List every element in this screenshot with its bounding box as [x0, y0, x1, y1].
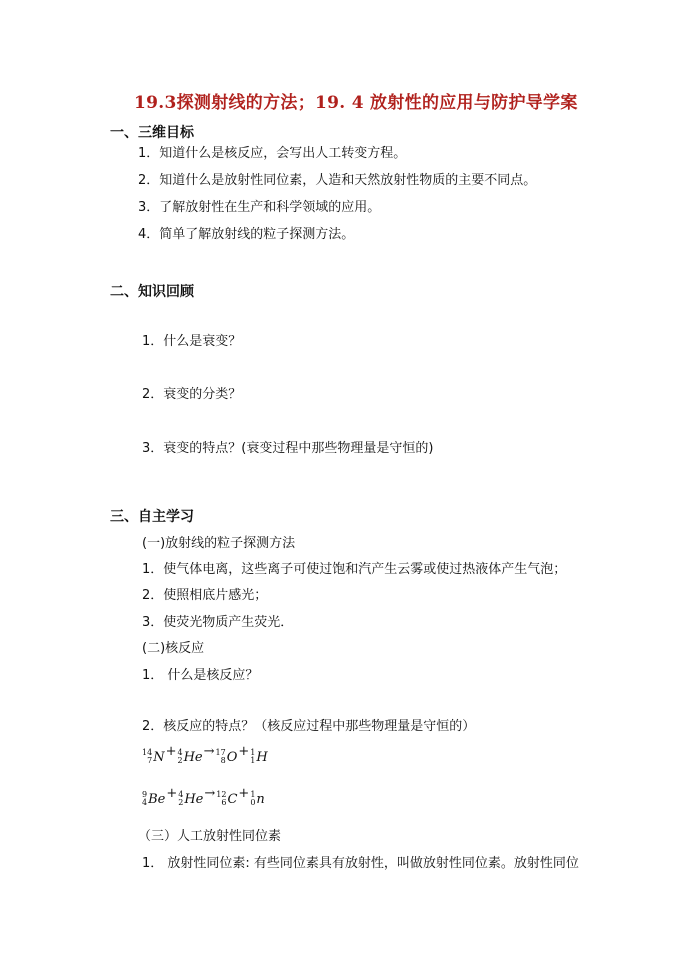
nuclide: 1 0 n [250, 790, 265, 807]
list-item: 1． 什么是核反应？ [142, 668, 259, 683]
arrow-icon: → [204, 786, 216, 801]
section-heading-goals: 一、三维目标 [110, 125, 194, 141]
subsection-heading: (一)放射线的粒子探测方法 [142, 536, 296, 551]
goal-item: 3．了解放射性在生产和科学领域的应用。 [138, 200, 381, 215]
section-heading-self-study: 三、自主学习 [110, 509, 194, 525]
nuclide: 14 7 N [142, 748, 165, 765]
nuclide: 12 6 C [216, 790, 238, 807]
goal-item: 2．知道什么是放射性同位素，人造和天然放射性物质的主要不同点。 [138, 173, 537, 188]
goal-item: 1．知道什么是核反应，会写出人工转变方程。 [138, 146, 407, 161]
nuclide: 1 1 H [250, 748, 268, 765]
nuclide: 9 4 Be [142, 790, 166, 807]
section-heading-review: 二、知识回顾 [110, 284, 194, 300]
review-question: 1．什么是衰变？ [142, 334, 242, 349]
list-item: 3．使荧光物质产生荧光． [142, 615, 294, 630]
list-item: 1． 放射性同位素: 有些同位素具有放射性，叫做放射性同位素。放射性同位 [142, 856, 579, 871]
review-question: 3．衰变的特点？(衰变过程中那些物理量是守恒的) [142, 441, 434, 456]
list-item: 2．核反应的特点？（核反应过程中那些物理量是守恒的） [142, 719, 476, 734]
nuclear-equation-1: 14 7 N + 4 2 He → 17 8 O + 1 1 H [142, 744, 268, 765]
nuclide: 4 2 He [178, 790, 204, 807]
nuclear-equation-2: 9 4 Be + 4 2 He → 12 6 C + 1 0 n [142, 786, 265, 807]
list-item: 2．使照相底片感光； [142, 588, 268, 603]
goal-item: 4．简单了解放射线的粒子探测方法。 [138, 227, 355, 242]
arrow-icon: → [203, 744, 215, 759]
list-item: 1．使气体电离，这些离子可使过饱和汽产生云雾或使过热液体产生气泡； [142, 562, 567, 577]
nuclide: 17 8 O [215, 748, 238, 765]
subsection-heading: (二)核反应 [142, 641, 205, 656]
page-title: 19.3探测射线的方法；19. 4 放射性的应用与防护导学案 [134, 93, 578, 113]
nuclide: 4 2 He [177, 748, 203, 765]
review-question: 2．衰变的分类？ [142, 387, 242, 402]
subsection-heading: （三）人工放射性同位素 [138, 829, 282, 844]
